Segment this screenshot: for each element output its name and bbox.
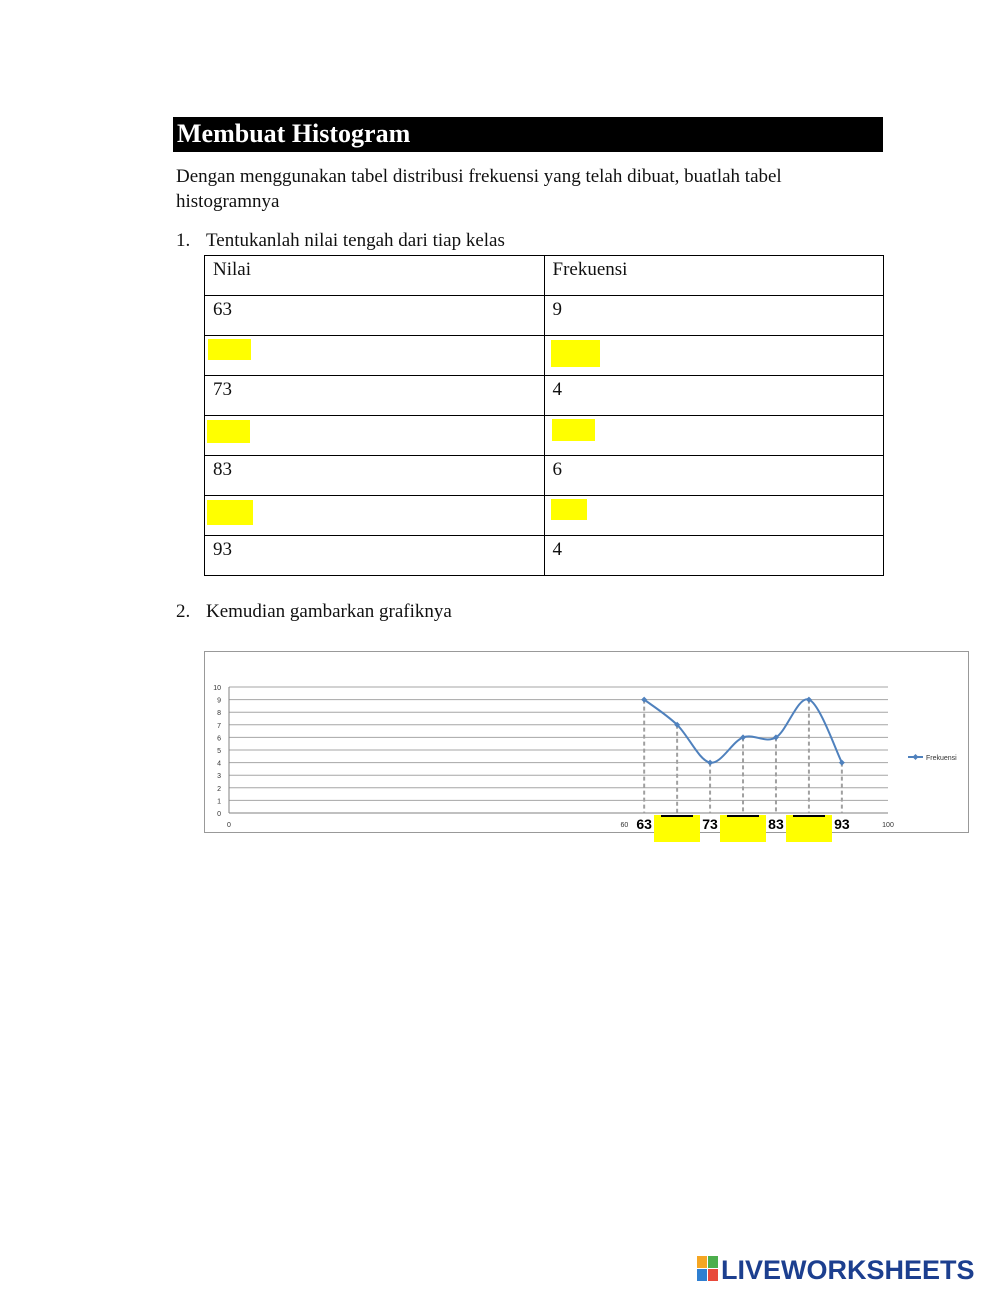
y-tick-label: 2 bbox=[217, 785, 221, 793]
header-nilai: Nilai bbox=[205, 256, 545, 296]
logo-text: LIVEWORKSHEETS bbox=[721, 1255, 975, 1285]
answer-nilai-6[interactable] bbox=[207, 500, 253, 525]
x-tick-label: 100 bbox=[882, 822, 894, 829]
page-title: Membuat Histogram bbox=[173, 117, 883, 152]
question-2-text: Kemudian gambarkan grafiknya bbox=[206, 601, 452, 622]
answer-nilai-2[interactable] bbox=[208, 339, 251, 360]
y-tick-label: 3 bbox=[217, 773, 221, 781]
frequency-chart bbox=[204, 651, 969, 833]
intro-text: Dengan menggunakan tabel distribusi frekuensi yang telah dibuat, buatlah tabel histogramnya bbox=[176, 166, 782, 212]
answer-frekuensi-2[interactable] bbox=[551, 340, 600, 367]
answer-frekuensi-6[interactable] bbox=[551, 499, 587, 520]
cell-nilai: 63 bbox=[205, 296, 545, 336]
x-tick-label: 60 bbox=[620, 822, 629, 829]
cell-frekuensi: 6 bbox=[544, 456, 884, 496]
table-row bbox=[205, 536, 884, 576]
x-value-label: 83 bbox=[768, 816, 784, 832]
liveworksheets-logo bbox=[697, 1255, 975, 1285]
question-1 bbox=[176, 229, 505, 253]
y-tick-label: 9 bbox=[217, 697, 221, 705]
table-row bbox=[205, 296, 884, 336]
legend-label: Frekuensi bbox=[926, 755, 957, 762]
table-row bbox=[205, 416, 884, 456]
table-row bbox=[205, 496, 884, 536]
x-value-label: 73 bbox=[702, 816, 718, 832]
y-tick-label: 1 bbox=[217, 798, 221, 806]
cell-frekuensi: 4 bbox=[544, 536, 884, 576]
y-tick-label: 7 bbox=[217, 722, 221, 730]
table-row bbox=[205, 336, 884, 376]
answer-nilai-4[interactable] bbox=[207, 420, 250, 443]
frequency-chart-svg bbox=[205, 652, 970, 834]
answer-frekuensi-4[interactable] bbox=[552, 419, 595, 441]
x-tick-label: 0 bbox=[227, 822, 231, 829]
blank-underline bbox=[793, 815, 825, 817]
blank-underline bbox=[661, 815, 693, 817]
blank-underline bbox=[727, 815, 759, 817]
y-tick-label: 0 bbox=[217, 811, 221, 818]
cell-frekuensi: 4 bbox=[544, 376, 884, 416]
x-value-label: 63 bbox=[636, 816, 652, 832]
chart-answer-blank-2[interactable] bbox=[720, 815, 766, 842]
table-header-row bbox=[205, 256, 884, 296]
x-value-label: 93 bbox=[834, 816, 850, 832]
y-tick-label: 5 bbox=[217, 748, 221, 755]
table-row bbox=[205, 376, 884, 416]
question-1-number: 1. bbox=[176, 230, 191, 251]
question-2-number: 2. bbox=[176, 601, 191, 622]
cell-nilai: 73 bbox=[205, 376, 545, 416]
question-1-text: Tentukanlah nilai tengah dari tiap kelas bbox=[206, 230, 505, 251]
header-frekuensi: Frekuensi bbox=[544, 256, 884, 296]
question-2 bbox=[176, 600, 452, 624]
y-tick-label: 6 bbox=[217, 735, 221, 743]
y-tick-label: 10 bbox=[213, 685, 221, 692]
chart-answer-blank-3[interactable] bbox=[786, 815, 832, 842]
legend-marker bbox=[913, 754, 919, 760]
y-tick-label: 4 bbox=[217, 760, 221, 768]
table-row bbox=[205, 456, 884, 496]
cell-frekuensi: 9 bbox=[544, 296, 884, 336]
cell-nilai: 93 bbox=[205, 536, 545, 576]
liveworksheets-logo-icon bbox=[697, 1256, 719, 1282]
frequency-table bbox=[204, 255, 884, 576]
data-point bbox=[707, 760, 713, 766]
y-tick-label: 8 bbox=[217, 710, 221, 718]
chart-answer-blank-1[interactable] bbox=[654, 815, 700, 842]
cell-nilai: 83 bbox=[205, 456, 545, 496]
